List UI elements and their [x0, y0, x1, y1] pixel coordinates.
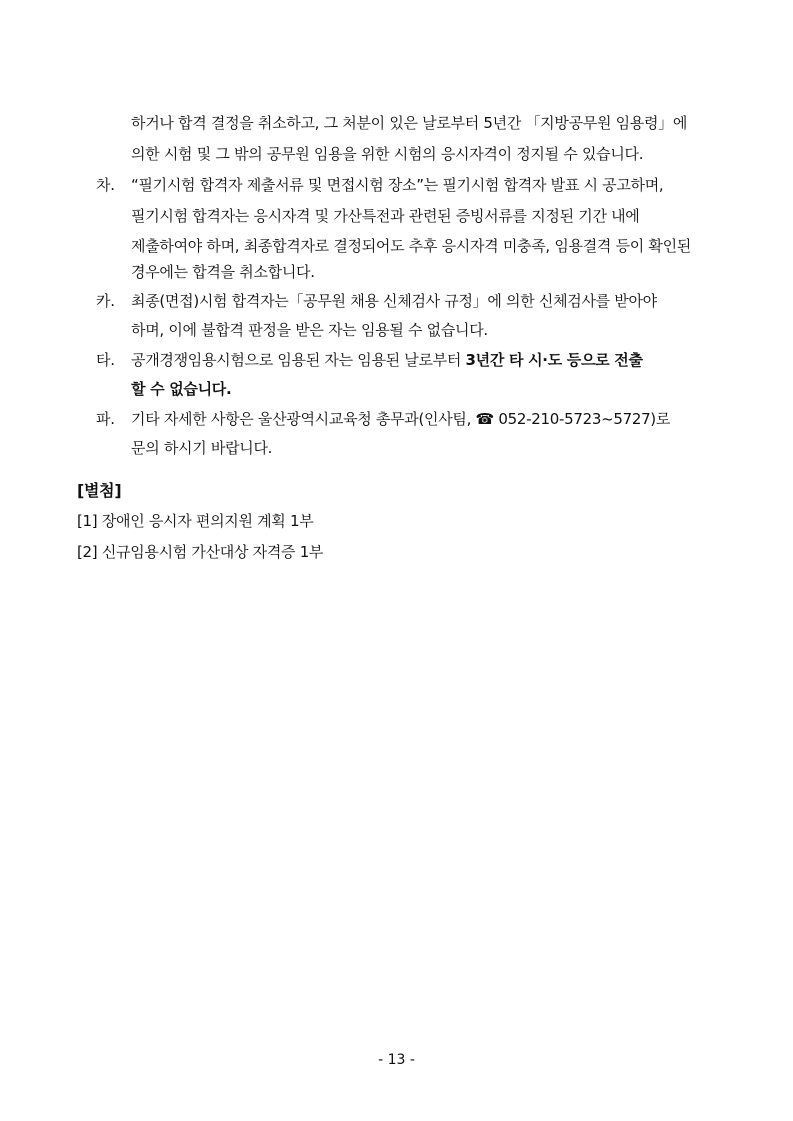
item-marker-ka: 카.	[96, 292, 115, 310]
body-text-line: 문의 하시기 바랍니다.	[131, 439, 273, 457]
attachments-heading: [별첨]	[77, 481, 122, 500]
body-text-line: 하며, 이에 불합격 판정을 받은 자는 임용될 수 없습니다.	[131, 321, 488, 339]
attachment-item: [2] 신규임용시험 가산대상 자격증 1부	[77, 543, 324, 561]
item-marker-pa: 파.	[96, 410, 115, 428]
page-number: - 13 -	[378, 1052, 415, 1068]
phone-icon: ☎	[475, 410, 494, 428]
phone-number: 052-210-5723~5727)로	[493, 410, 671, 428]
item-marker-ta: 타.	[96, 351, 115, 369]
body-text-line: 경우에는 합격을 취소합니다.	[131, 263, 315, 281]
normal-text: 공개경쟁임용시험으로 임용된 자는 임용된 날로부터	[131, 351, 466, 369]
attachment-item: [1] 장애인 응시자 편의지원 계획 1부	[77, 512, 314, 530]
item-marker-cha: 차.	[96, 176, 115, 194]
body-text-line	[131, 350, 643, 370]
body-text-line: 제출하여야 하며, 최종합격자로 결정되어도 추후 응시자격 미충족, 임용결격 등이 확인된	[131, 237, 691, 255]
body-text-line: 최종(면접)시험 합격자는「공무원 채용 신체검사 규정」에 의한 신체검사를 받아야	[131, 292, 657, 310]
body-text-line	[131, 409, 670, 429]
body-text-line: 하거나 합격 결정을 취소하고, 그 처분이 있은 날로부터 5년간 「지방공무원 임용령」에	[131, 114, 688, 132]
body-text-line: 의한 시험 및 그 밖의 공무원 임용을 위한 시험의 응시자격이 정지될 수 있습니다.	[131, 145, 644, 163]
body-text-line: “필기시험 합격자 제출서류 및 면접시험 장소”는 필기시험 합격자 발표 시 공고하며,	[131, 176, 664, 194]
emphasis-text: 3년간 타 시·도 등으로 전출	[465, 351, 643, 369]
emphasis-text-line: 할 수 없습니다.	[131, 380, 232, 398]
contact-text: 기타 자세한 사항은 울산광역시교육청 총무과(인사팀,	[131, 410, 476, 428]
body-text-line: 필기시험 합격자는 응시자격 및 가산특전과 관련된 증빙서류를 지정된 기간 내에	[131, 207, 640, 225]
